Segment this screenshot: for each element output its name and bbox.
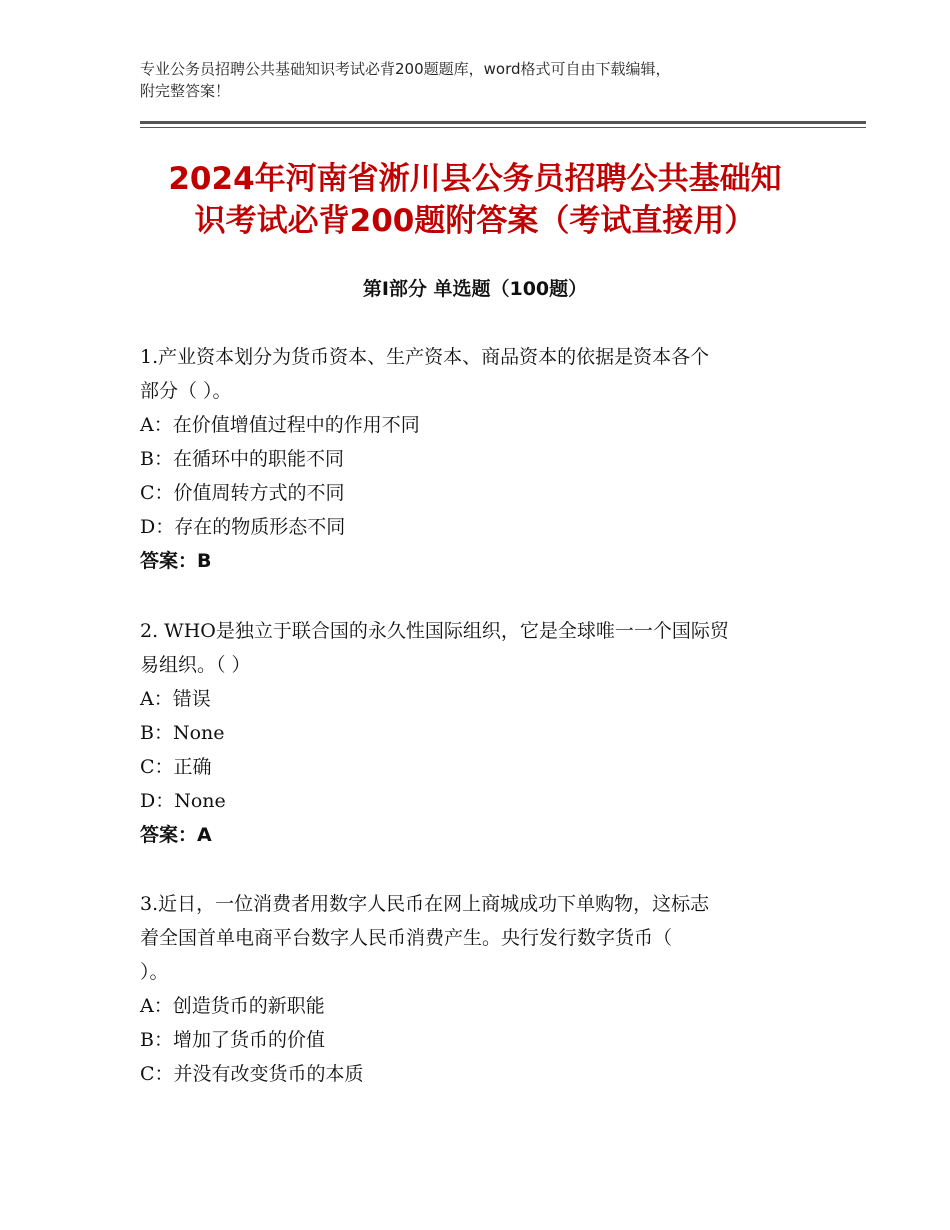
question-1 <box>140 340 820 578</box>
answer-label: 答案：B <box>140 550 212 572</box>
option-b: B：增加了货币的价值 <box>140 1029 325 1051</box>
option-d: D：存在的物质形态不同 <box>140 516 346 538</box>
question-stem-line: 2. WHO是独立于联合国的永久性国际组织，它是全球唯一一个国际贸 <box>140 620 729 642</box>
question-2 <box>140 614 820 852</box>
option-c: C：正确 <box>140 756 212 778</box>
question-stem-line: 着全国首单电商平台数字人民币消费产生。央行发行数字货币（ <box>140 927 673 949</box>
header-divider-thin <box>140 127 866 128</box>
header-note-line: 专业公务员招聘公共基础知识考试必背200题题库，word格式可自由下载编辑， <box>140 60 671 78</box>
question-stem-line: ）。 <box>140 961 169 983</box>
answer-label: 答案：A <box>140 824 212 846</box>
header-divider-thick <box>140 121 866 124</box>
document-title-line: 2024年河南省淅川县公务员招聘公共基础知 <box>168 161 782 197</box>
option-a: A：创造货币的新职能 <box>140 995 325 1017</box>
option-b: B：在循环中的职能不同 <box>140 448 344 470</box>
option-c: C：价值周转方式的不同 <box>140 482 345 504</box>
question-stem-line: 部分（ ）。 <box>140 380 232 402</box>
option-a: A：在价值增值过程中的作用不同 <box>140 414 420 436</box>
header-note-line: 附完整答案！ <box>140 82 231 100</box>
question-3 <box>140 887 820 1091</box>
option-a: A：错误 <box>140 688 211 710</box>
question-stem-line: 3.近日，一位消费者用数字人民币在网上商城成功下单购物，这标志 <box>140 893 710 915</box>
question-stem-line: 1.产业资本划分为货币资本、生产资本、商品资本的依据是资本各个 <box>140 346 710 368</box>
section-heading: 第Ⅰ部分 单选题（100题） <box>362 278 588 300</box>
option-d: D：None <box>140 790 226 812</box>
document-title <box>100 158 850 242</box>
header-note <box>140 58 840 102</box>
document-title-line: 识考试必背200题附答案（考试直接用） <box>194 203 756 239</box>
option-c: C：并没有改变货币的本质 <box>140 1063 364 1085</box>
option-b: B：None <box>140 722 225 744</box>
question-stem-line: 易组织。（ ） <box>140 654 251 676</box>
